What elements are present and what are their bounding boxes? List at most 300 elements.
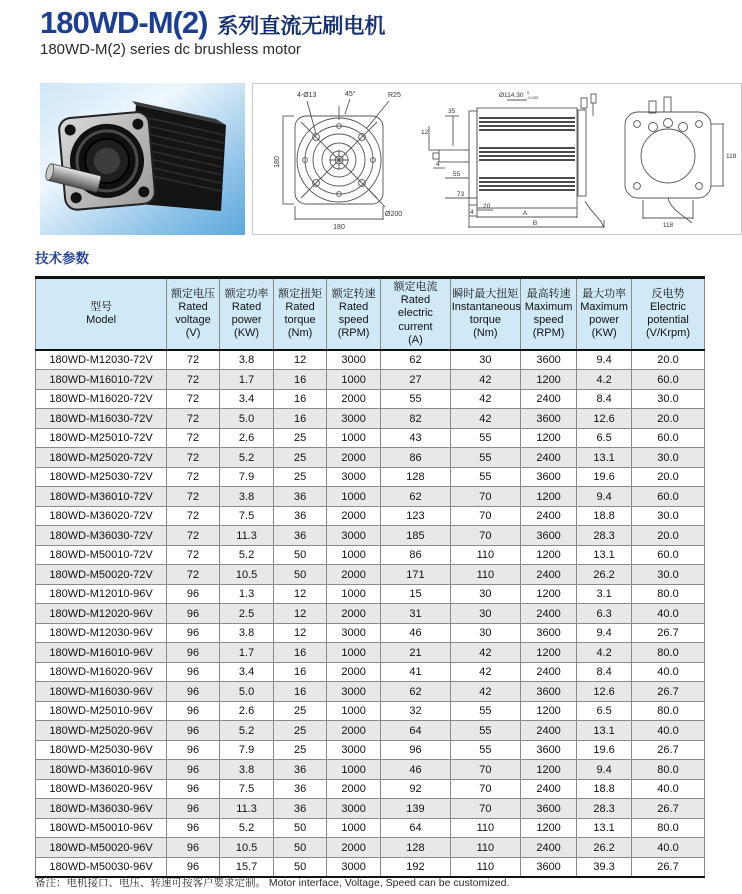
value-cell: 6.5 [577,701,632,721]
value-cell: 25 [274,467,327,487]
value-cell: 2400 [520,565,576,585]
column-header: 额定电流 Rated electric current (A) [381,278,451,350]
front-dim-holes: 4-Ø13 [297,92,317,99]
value-cell: 96 [167,662,220,682]
table-row [36,740,705,760]
value-cell: 40.0 [632,604,705,624]
value-cell: 64 [381,818,451,838]
page-title-chinese: 系列直流无刷电机 [217,15,386,38]
value-cell: 16 [274,682,327,702]
value-cell: 96 [167,623,220,643]
value-cell: 18.8 [577,506,632,526]
value-cell: 9.4 [577,760,632,780]
motor-photo [40,83,245,235]
value-cell: 70 [450,779,520,799]
value-cell: 30 [450,604,520,624]
value-cell: 96 [167,818,220,838]
value-cell: 20.0 [632,526,705,546]
value-cell: 13.1 [577,545,632,565]
value-cell: 15 [381,584,451,604]
value-cell: 1200 [520,428,576,448]
model-cell: 180WD-M12030-96V [36,623,167,643]
value-cell: 2000 [327,604,381,624]
value-cell: 1200 [520,584,576,604]
value-cell: 20.0 [632,409,705,429]
column-header: 型号 Model [36,278,167,350]
value-cell: 3.4 [219,389,273,409]
value-cell: 80.0 [632,818,705,838]
value-cell: 123 [381,506,451,526]
value-cell: 96 [167,740,220,760]
model-cell: 180WD-M50010-72V [36,545,167,565]
model-cell: 180WD-M16030-72V [36,409,167,429]
value-cell: 26.7 [632,799,705,819]
table-row [36,682,705,702]
value-cell: 3000 [327,799,381,819]
value-cell: 18.8 [577,779,632,799]
value-cell: 3.8 [219,760,273,780]
table-row [36,779,705,799]
value-cell: 39.3 [577,857,632,877]
value-cell: 10.5 [219,838,273,858]
value-cell: 60.0 [632,545,705,565]
side-dim-tol-hi: 0 [527,90,530,95]
rear-dim-height: 118 [726,153,737,160]
column-header: 最大功率 Maximum power (KW) [577,278,632,350]
spec-table-header [36,278,705,350]
value-cell: 72 [167,545,220,565]
value-cell: 3600 [520,623,576,643]
section-title-tech-params: 技术参数 [35,251,89,266]
value-cell: 72 [167,389,220,409]
value-cell: 96 [167,857,220,877]
value-cell: 11.3 [219,799,273,819]
value-cell: 16 [274,662,327,682]
value-cell: 46 [381,760,451,780]
side-dim-73: 73 [457,191,465,198]
front-dim-width: 180 [333,224,345,231]
table-row [36,662,705,682]
value-cell: 2400 [520,721,576,741]
column-header: 最高转速 Maximum speed (RPM) [520,278,576,350]
model-cell: 180WD-M25020-72V [36,448,167,468]
value-cell: 3.8 [219,487,273,507]
value-cell: 27 [381,370,451,390]
column-header: 额定功率 Rated power (KW) [219,278,273,350]
value-cell: 1200 [520,701,576,721]
side-dim-B: B [532,220,538,227]
model-cell: 180WD-M50030-96V [36,857,167,877]
value-cell: 96 [167,643,220,663]
value-cell: 96 [167,701,220,721]
value-cell: 30 [450,350,520,370]
value-cell: 3000 [327,857,381,877]
value-cell: 92 [381,779,451,799]
value-cell: 26.2 [577,565,632,585]
value-cell: 82 [381,409,451,429]
model-cell: 180WD-M12030-72V [36,350,167,370]
value-cell: 30.0 [632,389,705,409]
table-row [36,818,705,838]
value-cell: 1200 [520,487,576,507]
value-cell: 1200 [520,545,576,565]
value-cell: 60.0 [632,428,705,448]
value-cell: 50 [274,545,327,565]
value-cell: 96 [167,760,220,780]
value-cell: 72 [167,487,220,507]
value-cell: 1000 [327,701,381,721]
value-cell: 41 [381,662,451,682]
table-row [36,545,705,565]
value-cell: 2000 [327,506,381,526]
value-cell: 72 [167,370,220,390]
value-cell: 72 [167,428,220,448]
side-dim-4a: 4 [436,161,440,168]
value-cell: 4.2 [577,643,632,663]
value-cell: 62 [381,682,451,702]
value-cell: 13.1 [577,448,632,468]
value-cell: 7.5 [219,506,273,526]
value-cell: 62 [381,350,451,370]
value-cell: 110 [450,545,520,565]
value-cell: 55 [381,389,451,409]
column-header: 额定转速 Rated speed (RPM) [327,278,381,350]
value-cell: 55 [450,701,520,721]
value-cell: 80.0 [632,643,705,663]
value-cell: 9.4 [577,487,632,507]
value-cell: 1.7 [219,643,273,663]
value-cell: 36 [274,487,327,507]
side-dim-tol-lo: -0.035 [527,95,539,100]
value-cell: 9.4 [577,623,632,643]
model-cell: 180WD-M25010-96V [36,701,167,721]
value-cell: 139 [381,799,451,819]
model-cell: 180WD-M25010-72V [36,428,167,448]
value-cell: 96 [381,740,451,760]
header-row [36,278,705,350]
value-cell: 11.3 [219,526,273,546]
table-row [36,526,705,546]
value-cell: 3600 [520,526,576,546]
value-cell: 86 [381,545,451,565]
value-cell: 1200 [520,643,576,663]
value-cell: 8.4 [577,662,632,682]
value-cell: 12 [274,623,327,643]
model-cell: 180WD-M16020-96V [36,662,167,682]
model-cell: 180WD-M25030-72V [36,467,167,487]
value-cell: 2400 [520,779,576,799]
front-dim-diameter: Ø200 [385,211,403,218]
value-cell: 30.0 [632,506,705,526]
value-cell: 72 [167,448,220,468]
value-cell: 96 [167,604,220,624]
value-cell: 2.6 [219,701,273,721]
value-cell: 128 [381,467,451,487]
value-cell: 3.8 [219,350,273,370]
side-dim-diameter: Ø114.30 [499,92,524,99]
value-cell: 13.1 [577,818,632,838]
value-cell: 96 [167,584,220,604]
value-cell: 72 [167,350,220,370]
value-cell: 70 [450,526,520,546]
value-cell: 13.1 [577,721,632,741]
value-cell: 3600 [520,682,576,702]
value-cell: 1000 [327,545,381,565]
value-cell: 110 [450,857,520,877]
value-cell: 1000 [327,487,381,507]
value-cell: 185 [381,526,451,546]
value-cell: 26.7 [632,682,705,702]
value-cell: 3600 [520,467,576,487]
value-cell: 3600 [520,740,576,760]
table-row [36,623,705,643]
value-cell: 40.0 [632,838,705,858]
value-cell: 42 [450,409,520,429]
table-row [36,584,705,604]
value-cell: 1000 [327,428,381,448]
value-cell: 1000 [327,818,381,838]
value-cell: 2.6 [219,428,273,448]
model-cell: 180WD-M36020-96V [36,779,167,799]
table-row [36,838,705,858]
value-cell: 2000 [327,779,381,799]
value-cell: 55 [450,448,520,468]
image-strip [40,83,737,235]
value-cell: 20.0 [632,350,705,370]
value-cell: 15.7 [219,857,273,877]
value-cell: 55 [450,428,520,448]
model-cell: 180WD-M50010-96V [36,818,167,838]
footer-note-en: Motor interface, Voltage, Speed can be customized. [268,877,510,889]
model-cell: 180WD-M50020-72V [36,565,167,585]
model-cell: 180WD-M16030-96V [36,682,167,702]
value-cell: 1000 [327,370,381,390]
value-cell: 7.9 [219,740,273,760]
value-cell: 55 [450,740,520,760]
value-cell: 16 [274,643,327,663]
footer-note [35,875,509,890]
value-cell: 5.2 [219,818,273,838]
value-cell: 3600 [520,799,576,819]
value-cell: 28.3 [577,799,632,819]
value-cell: 12.6 [577,409,632,429]
value-cell: 80.0 [632,701,705,721]
value-cell: 1000 [327,760,381,780]
value-cell: 5.2 [219,721,273,741]
value-cell: 80.0 [632,760,705,780]
value-cell: 20.0 [632,467,705,487]
value-cell: 2000 [327,838,381,858]
value-cell: 8.4 [577,389,632,409]
page-title: 180WD-M(2) [40,5,208,40]
value-cell: 64 [381,721,451,741]
value-cell: 1200 [520,760,576,780]
value-cell: 60.0 [632,487,705,507]
value-cell: 3000 [327,682,381,702]
value-cell: 1.3 [219,584,273,604]
table-row [36,409,705,429]
value-cell: 192 [381,857,451,877]
model-cell: 180WD-M36030-96V [36,799,167,819]
value-cell: 5.0 [219,682,273,702]
value-cell: 7.9 [219,467,273,487]
model-cell: 180WD-M36010-72V [36,487,167,507]
value-cell: 62 [381,487,451,507]
table-row [36,565,705,585]
value-cell: 30.0 [632,565,705,585]
table-row [36,604,705,624]
value-cell: 1000 [327,584,381,604]
value-cell: 3000 [327,526,381,546]
value-cell: 96 [167,779,220,799]
model-cell: 180WD-M36010-96V [36,760,167,780]
front-view-drawing [257,86,415,232]
value-cell: 46 [381,623,451,643]
value-cell: 80.0 [632,584,705,604]
value-cell: 86 [381,448,451,468]
side-dim-35: 35 [448,108,456,115]
table-row [36,721,705,741]
value-cell: 36 [274,526,327,546]
value-cell: 50 [274,818,327,838]
value-cell: 2000 [327,662,381,682]
value-cell: 31 [381,604,451,624]
value-cell: 3.8 [219,623,273,643]
value-cell: 70 [450,487,520,507]
value-cell: 10.5 [219,565,273,585]
value-cell: 2400 [520,838,576,858]
value-cell: 3600 [520,350,576,370]
value-cell: 50 [274,565,327,585]
model-cell: 180WD-M36030-72V [36,526,167,546]
value-cell: 70 [450,506,520,526]
value-cell: 72 [167,506,220,526]
value-cell: 5.2 [219,448,273,468]
table-row [36,370,705,390]
value-cell: 30 [450,623,520,643]
value-cell: 60.0 [632,370,705,390]
value-cell: 26.7 [632,857,705,877]
value-cell: 128 [381,838,451,858]
table-row [36,448,705,468]
value-cell: 3000 [327,740,381,760]
value-cell: 3.4 [219,662,273,682]
value-cell: 42 [450,643,520,663]
value-cell: 42 [450,370,520,390]
value-cell: 72 [167,565,220,585]
value-cell: 110 [450,565,520,585]
technical-drawings-box [252,83,742,235]
value-cell: 3000 [327,623,381,643]
value-cell: 6.3 [577,604,632,624]
value-cell: 3.1 [577,584,632,604]
title-block [40,6,385,58]
side-dim-20: 20 [483,203,491,210]
value-cell: 72 [167,467,220,487]
value-cell: 40.0 [632,779,705,799]
value-cell: 50 [274,857,327,877]
value-cell: 2.5 [219,604,273,624]
column-header: 额定扭矩 Rated torque (Nm) [274,278,327,350]
value-cell: 3000 [327,467,381,487]
value-cell: 16 [274,370,327,390]
value-cell: 4.2 [577,370,632,390]
front-dim-angle: 45° [345,91,356,98]
table-row [36,760,705,780]
model-cell: 180WD-M25030-96V [36,740,167,760]
value-cell: 25 [274,428,327,448]
value-cell: 30.0 [632,448,705,468]
table-row [36,643,705,663]
value-cell: 25 [274,740,327,760]
model-cell: 180WD-M16010-72V [36,370,167,390]
value-cell: 26.7 [632,623,705,643]
value-cell: 42 [450,682,520,702]
model-cell: 180WD-M36020-72V [36,506,167,526]
value-cell: 1000 [327,643,381,663]
table-row [36,428,705,448]
value-cell: 12.6 [577,682,632,702]
value-cell: 25 [274,701,327,721]
value-cell: 3000 [327,409,381,429]
value-cell: 30 [450,584,520,604]
table-row [36,350,705,370]
value-cell: 42 [450,662,520,682]
value-cell: 16 [274,389,327,409]
model-cell: 180WD-M16020-72V [36,389,167,409]
side-dim-4b: 4 [470,209,474,216]
value-cell: 21 [381,643,451,663]
value-cell: 72 [167,526,220,546]
value-cell: 40.0 [632,721,705,741]
value-cell: 3000 [327,350,381,370]
value-cell: 25 [274,721,327,741]
value-cell: 2400 [520,604,576,624]
footer-note-cn: 备注：电机接口、电压、转速可按客户要求定制。 [35,877,266,889]
value-cell: 36 [274,779,327,799]
value-cell: 2000 [327,389,381,409]
table-row [36,467,705,487]
value-cell: 110 [450,838,520,858]
value-cell: 42 [450,389,520,409]
value-cell: 26.2 [577,838,632,858]
value-cell: 2400 [520,389,576,409]
value-cell: 43 [381,428,451,448]
value-cell: 1200 [520,370,576,390]
value-cell: 9.4 [577,350,632,370]
model-cell: 180WD-M16010-96V [36,643,167,663]
model-cell: 180WD-M25020-96V [36,721,167,741]
value-cell: 19.6 [577,740,632,760]
side-dim-55: 55 [453,171,461,178]
value-cell: 2000 [327,565,381,585]
value-cell: 110 [450,818,520,838]
value-cell: 7.5 [219,779,273,799]
value-cell: 6.5 [577,428,632,448]
value-cell: 55 [450,721,520,741]
value-cell: 36 [274,506,327,526]
value-cell: 3600 [520,409,576,429]
value-cell: 36 [274,760,327,780]
table-row [36,389,705,409]
value-cell: 171 [381,565,451,585]
model-cell: 180WD-M50020-96V [36,838,167,858]
value-cell: 36 [274,799,327,819]
value-cell: 96 [167,838,220,858]
value-cell: 12 [274,350,327,370]
value-cell: 2000 [327,721,381,741]
side-view-drawing [415,86,607,232]
